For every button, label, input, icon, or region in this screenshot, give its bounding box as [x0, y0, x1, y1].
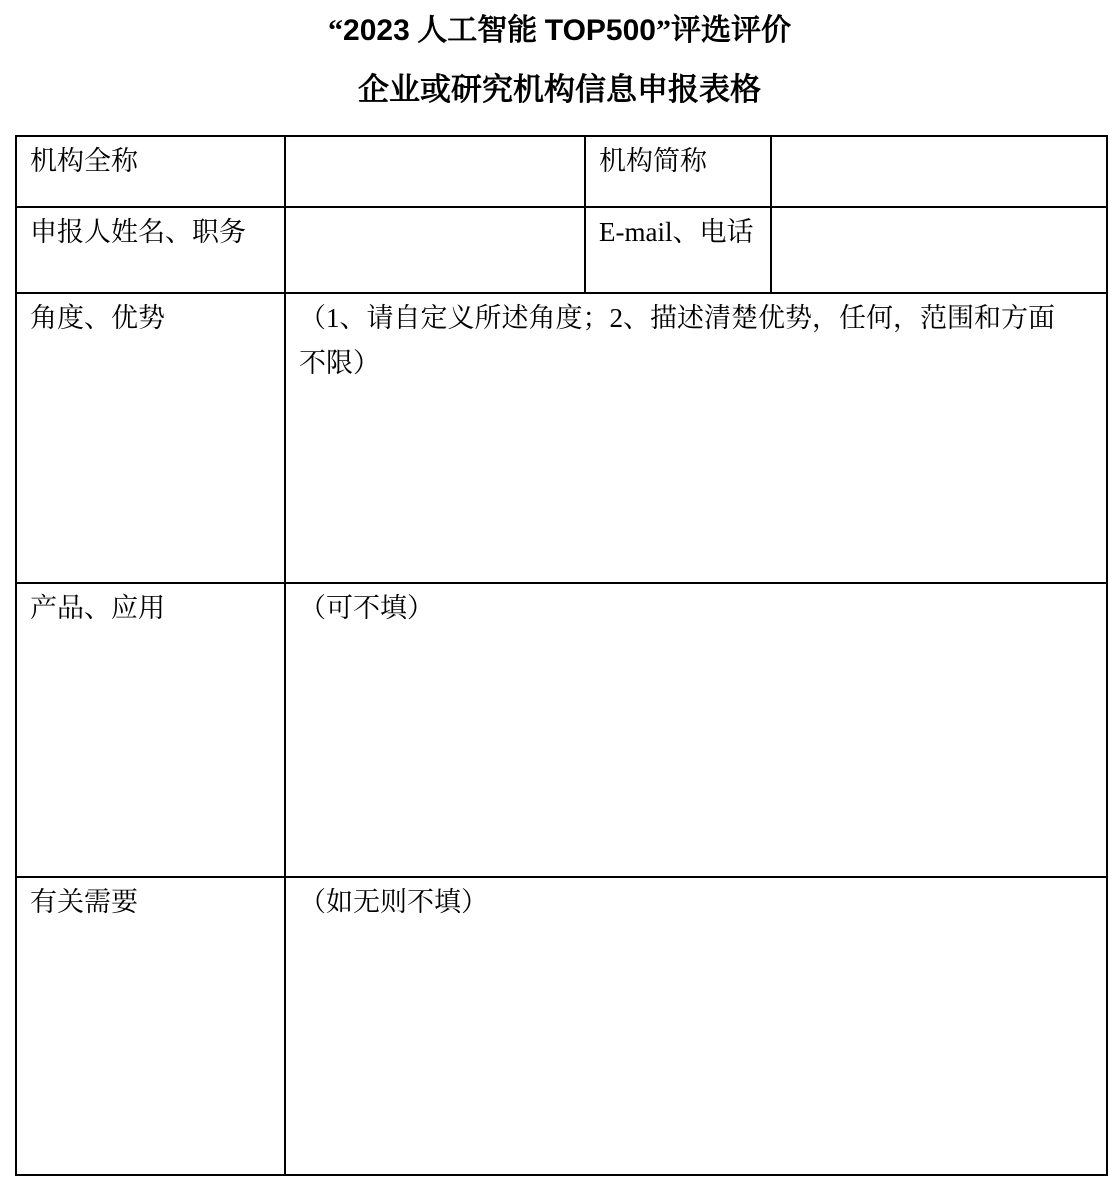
title-close-quote: ”: [655, 14, 671, 47]
applicant-name-title-input-cell[interactable]: [285, 207, 585, 293]
title-ai-text: 人工智能: [409, 14, 545, 47]
title-open-quote: “: [328, 14, 344, 47]
applicant-name-title-label: 申报人姓名、职务: [16, 207, 285, 293]
table-row-org: [16, 136, 1107, 207]
email-phone-input-cell[interactable]: [771, 207, 1107, 293]
org-short-name-label: 机构简称: [585, 136, 771, 207]
product-application-hint: （可不填）: [299, 593, 434, 623]
table-row-product-application: [16, 583, 1107, 877]
document-title-line2: 企业或研究机构信息申报表格: [358, 72, 761, 107]
angle-advantage-input-cell[interactable]: [285, 293, 1107, 583]
title-top500-text: TOP500: [544, 14, 656, 47]
org-full-name-label: 机构全称: [16, 136, 285, 207]
document-title-line1: [0, 0, 1119, 48]
application-form-table: [15, 135, 1108, 1176]
product-application-label: 产品、应用: [16, 583, 285, 877]
product-application-input-cell[interactable]: [285, 583, 1107, 877]
org-short-name-input-cell[interactable]: [771, 136, 1107, 207]
table-row-related-needs: [16, 877, 1107, 1175]
org-full-name-input-cell[interactable]: [285, 136, 585, 207]
title-eval-text: 评选评价: [670, 14, 791, 47]
title-year: 2023: [343, 14, 410, 47]
angle-advantage-label: 角度、优势: [16, 293, 285, 583]
related-needs-hint: （如无则不填）: [299, 887, 488, 917]
related-needs-label: 有关需要: [16, 877, 285, 1175]
table-row-applicant: [16, 207, 1107, 293]
table-row-angle-advantage: [16, 293, 1107, 583]
email-phone-label: E-mail、电话: [585, 207, 771, 293]
angle-advantage-hint-line1: （1、请自定义所述角度；2、描述清楚优势，任何，范围和方面: [299, 303, 1055, 333]
related-needs-input-cell[interactable]: [285, 877, 1107, 1175]
angle-advantage-hint-line2: 不限）: [299, 348, 380, 378]
